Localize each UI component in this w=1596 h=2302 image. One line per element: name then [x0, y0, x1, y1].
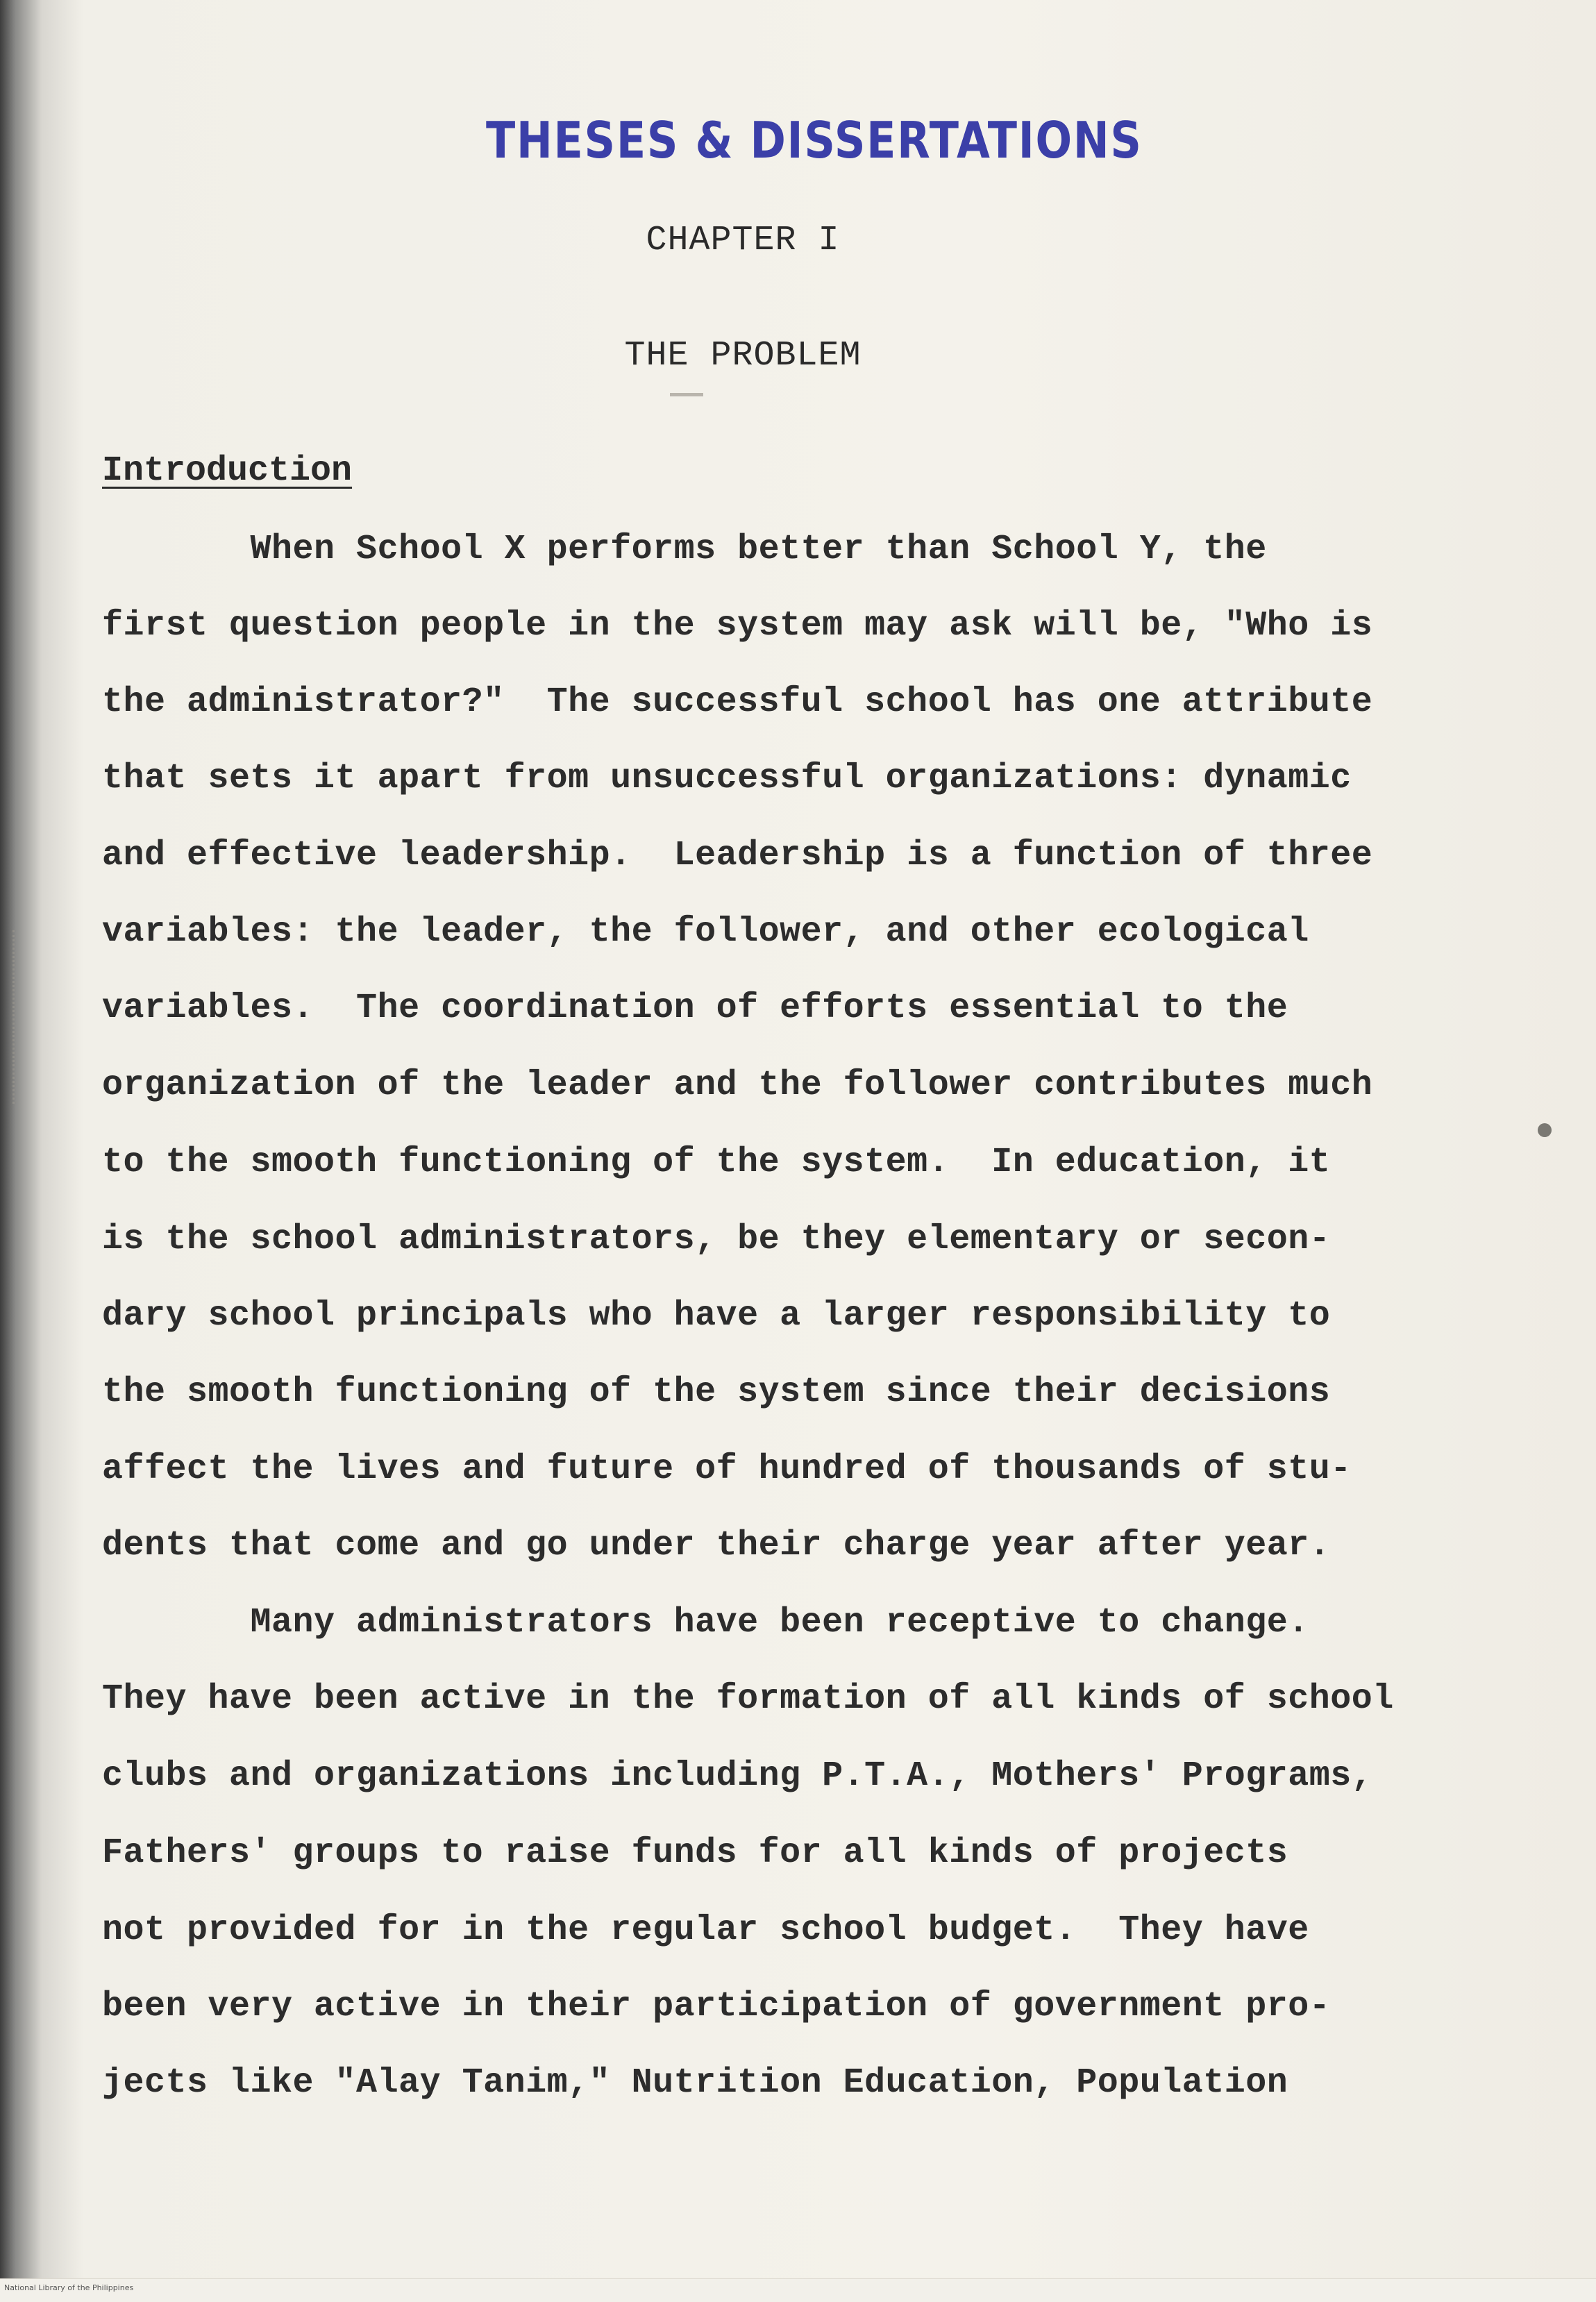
text-line: affect the lives and future of hundred of thousands of stu-: [102, 1450, 1352, 1489]
text-line: dary school principals who have a larger responsibility to: [102, 1296, 1331, 1336]
text-line: variables: the leader, the follower, and other ecological: [102, 912, 1309, 952]
text-line: Many administrators have been receptive to change.: [102, 1603, 1309, 1643]
chapter-title: THE PROBLEM: [624, 336, 862, 376]
text-line: Fathers' groups to raise funds for all kinds of projects: [102, 1833, 1288, 1873]
text-line: clubs and organizations including P.T.A., Mothers' Programs,: [102, 1756, 1373, 1796]
text-line: variables. The coordination of efforts essential to the: [102, 989, 1288, 1028]
text-line: that sets it apart from unsuccessful organizations: dynamic: [102, 759, 1352, 798]
text-line: the smooth functioning of the system since their decisions: [102, 1372, 1331, 1412]
footer-bar: [0, 2278, 1596, 2302]
text-line: first question people in the system may ask will be, "Who is: [102, 606, 1373, 646]
theses-stamp: THESES & DISSERTATIONS: [486, 111, 1143, 169]
title-dash: [670, 393, 703, 396]
text-line: They have been active in the formation of all kinds of school: [102, 1679, 1394, 1719]
section-heading-introduction: Introduction: [102, 451, 353, 491]
text-line: dents that come and go under their charge year after year.: [102, 1526, 1331, 1565]
chapter-heading: CHAPTER I: [646, 221, 840, 260]
text-line: jects like "Alay Tanim," Nutrition Education, Population: [102, 2063, 1288, 2103]
text-line: been very active in their participation of government pro-: [102, 1987, 1331, 2026]
text-line: not provided for in the regular school budget. They have: [102, 1910, 1309, 1950]
margin-dot: [1538, 1123, 1552, 1137]
text-line: organization of the leader and the follower contributes much: [102, 1066, 1373, 1105]
text-line: is the school administrators, be they elementary or secon-: [102, 1220, 1331, 1259]
binding-marks: [12, 930, 23, 1104]
footer-text: National Library of the Philippines: [4, 2283, 134, 2292]
text-line: the administrator?" The successful school has one attribute: [102, 682, 1373, 722]
text-line: and effective leadership. Leadership is a function of three: [102, 836, 1373, 875]
text-line: When School X performs better than School Y, the: [102, 530, 1267, 569]
text-line: to the smooth functioning of the system. In education, it: [102, 1143, 1331, 1182]
